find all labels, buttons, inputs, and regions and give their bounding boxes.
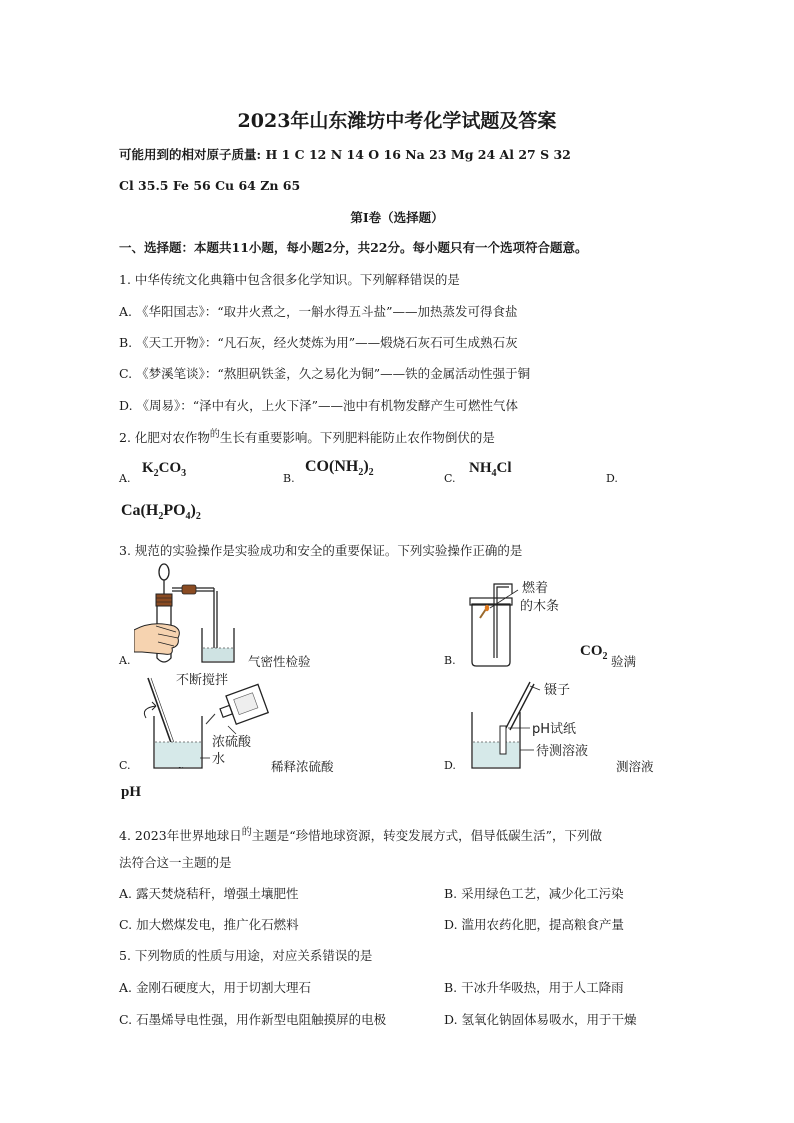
atomic-masses-line-1: 可能用到的相对原子质量: H 1 C 12 N 14 O 16 Na 23 Mg 24 Al 27 S 32: [119, 147, 571, 162]
q2-option-c-label: C.: [444, 472, 456, 485]
q3-option-d-text: 测溶液: [616, 759, 654, 774]
q3-figure-c-label-acid: 浓硫酸: [212, 735, 252, 750]
q5-option-b: B. 干冰升华吸热，用于人工降雨: [444, 980, 624, 995]
page-title: 2023年山东潍坊中考化学试题及答案: [237, 110, 557, 132]
q3-option-a-text: 气密性检验: [248, 654, 311, 669]
part-title: 第Ⅰ卷（选择题）: [350, 210, 444, 225]
q3-figure-d-label-solution: 待测溶液: [536, 744, 589, 759]
q3-figure-d-label-tweezers: 镊子: [544, 683, 571, 698]
q3-option-a-label: A.: [119, 654, 131, 667]
q3-option-d-label: D.: [444, 759, 456, 772]
q3-option-d-ph: pH: [121, 784, 142, 800]
q3-figure-d-ph-test: [462, 672, 612, 772]
q3-option-c-label: C.: [119, 759, 131, 772]
q1-option-d: D. 《周易》：“泽中有火，上火下泽”——池中有机物发酵产生可燃性气体: [119, 398, 519, 413]
q2-stem: 2. 化肥对农作物$^的$生长有重要影响。下列肥料能防止农作物倒伏的是: [119, 429, 495, 445]
q3-figure-d-label-paper: pH试纸: [532, 722, 577, 737]
q5-option-a: A. 金刚石硬度大，用于切割大理石: [119, 980, 311, 995]
q5-stem: 5. 下列物质的性质与用途，对应关系错误的是: [119, 948, 373, 963]
q3-figure-a-airtightness: [134, 562, 254, 670]
q2-option-d-label: D.: [606, 472, 618, 485]
q4-option-c: C. 加大燃煤发电，推广化石燃料: [119, 917, 299, 932]
q3-option-b-text: 验满: [611, 654, 637, 669]
q3-stem: 3. 规范的实验操作是实验成功和安全的重要保证。下列实验操作正确的是: [119, 543, 523, 558]
q2-option-a-label: A.: [119, 472, 131, 485]
q3-option-b-label: B.: [444, 654, 456, 667]
atomic-masses-line-2: Cl 35.5 Fe 56 Cu 64 Zn 65: [119, 178, 301, 193]
q4-stem-line-2: 法符合这一主题的是: [119, 855, 232, 870]
q2-option-b-formula: $CO(NH_2)_2$: [305, 458, 374, 479]
q3-option-b-co2: $CO_2$: [580, 643, 608, 662]
q2-option-c-formula: $NH_4Cl$: [469, 460, 512, 479]
q4-option-a: A. 露天焚烧秸秆，增强土壤肥性: [119, 886, 299, 901]
q4-option-d: D. 滥用农药化肥，提高粮食产量: [444, 917, 625, 932]
q1-option-c: C. 《梦溪笔谈》：“熬胆矾铁釜，久之易化为铜”——铁的金属活动性强于铜: [119, 366, 531, 381]
q4-option-b: B. 采用绿色工艺，减少化工污染: [444, 886, 624, 901]
q5-option-d: D. 氢氧化钠固体易吸水，用于干燥: [444, 1012, 637, 1027]
q2-option-d-formula: $Ca(H_2PO_4)_2$: [121, 502, 201, 523]
q4-stem: 4. 2023年世界地球日$^的$主题是“珍惜地球资源，转变发展方式，倡导低碳生活”，下列做: [119, 827, 603, 843]
q2-option-a-formula: $K_2CO_3$: [142, 460, 187, 479]
q3-figure-c-label-stir: 不断搅拌: [176, 673, 229, 688]
q1-option-b: B. 《天工开物》：“凡石灰，经火焚炼为用”——煅烧石灰石可生成熟石灰: [119, 335, 518, 350]
q3-figure-b-label-burning: 燃着: [522, 581, 549, 596]
q3-figure-b-co2-check: [460, 580, 600, 670]
q1-stem: 1. 中华传统文化典籍中包含很多化学知识。下列解释错误的是: [119, 272, 460, 287]
q3-figure-b-label-splint: 的木条: [520, 599, 560, 614]
q5-option-c: C. 石墨烯导电性强，用作新型电阻触摸屏的电极: [119, 1012, 387, 1027]
q3-figure-c-label-water: 水: [212, 752, 226, 767]
q2-option-b-label: B.: [283, 472, 295, 485]
q3-figure-c-dilution: [140, 672, 290, 772]
section-title: 一、选择题：本题共11小题，每小题2分，共22分。每小题只有一个选项符合题意。: [119, 240, 588, 255]
q1-option-a: A. 《华阳国志》：“取井火煮之，一斛水得五斗盐”——加热蒸发可得食盐: [119, 304, 518, 319]
q3-option-c-text: 稀释浓硫酸: [271, 759, 334, 774]
